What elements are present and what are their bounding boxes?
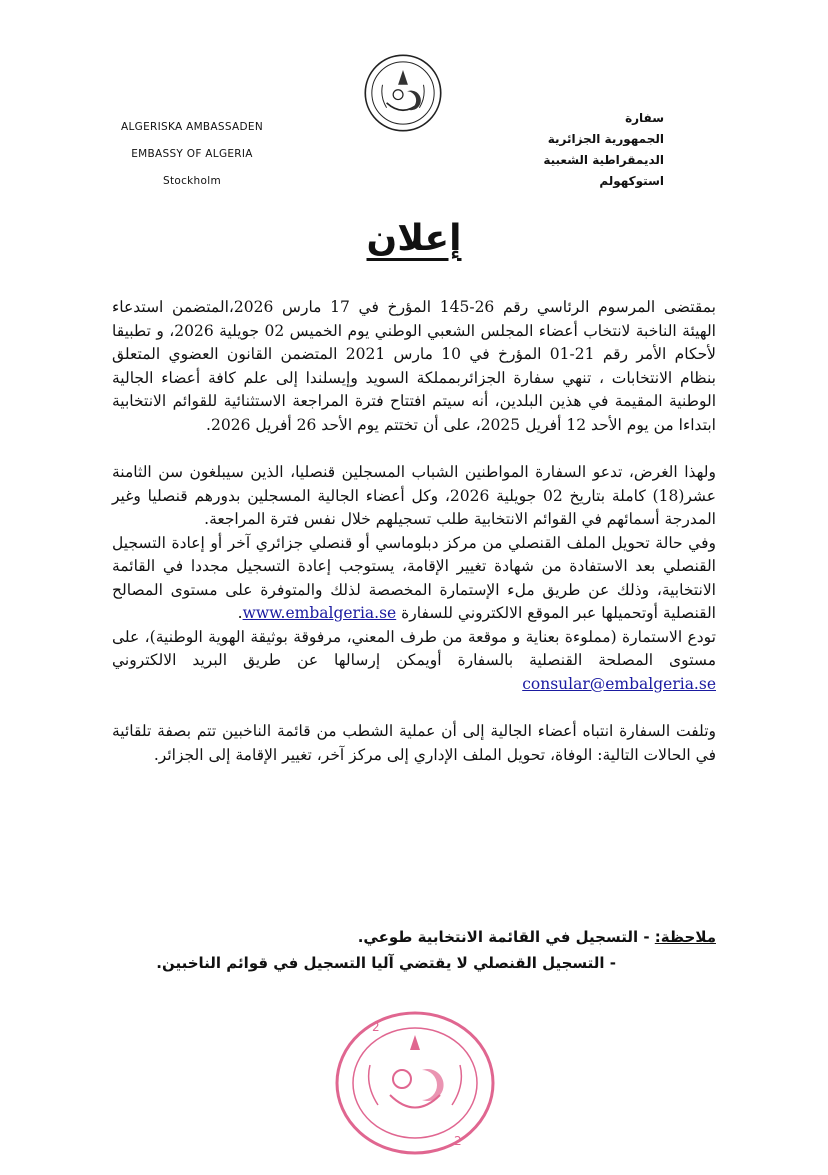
official-stamp-icon	[330, 1005, 500, 1160]
svg-text:2: 2	[454, 1134, 462, 1148]
website-link[interactable]: www.embalgeria.se	[242, 604, 397, 622]
announcement-body	[112, 296, 716, 767]
header-line-english: EMBASSY OF ALGERIA	[131, 148, 253, 160]
note-label: ملاحظة:	[654, 928, 716, 946]
embassy-header-latin	[112, 114, 272, 195]
header-line-embassy: سفارة	[625, 111, 664, 125]
paragraph-submission-text: تودع الاستمارة (مملوءة بعناية و موقعة من طرف المعني، مرفوقة بوثيقة الهوية الوطنية)، على مستوى المصلحة القنصلية بالسفارة أويمكن إرسالها عن طريق البريد الالكتروني	[112, 627, 716, 669]
header-line-republic: الجمهورية الجزائرية	[547, 132, 664, 146]
algeria-emblem-icon	[362, 52, 444, 134]
paragraph-submission	[112, 626, 716, 697]
note-line-1	[112, 924, 716, 950]
email-link[interactable]: consular@embalgeria.se	[522, 674, 716, 693]
paragraph-transfer: وفي حالة تحويل الملف القنصلي من مركز دبلوماسي أو قنصلي جزائري آخر أو إعادة التسجيل القنصلي بعد الاستفادة من شهادة تغيير الإقامة، يستوجب إعادة التسجيل مجددا في القائمة الانتخابية، وذلك عن طريق ملء الإستمارة المخصصة لذلك والمتوفرة على مستوى المصالح القنصلية أوتحميلها عبر الموقع الالكتروني للسفارة www.embalgeria.se.	[112, 533, 716, 622]
header-line-swedish: ALGERISKA AMBASSADEN	[121, 121, 263, 133]
embassy-header-arabic	[524, 108, 664, 192]
note-text-2: - التسجيل القنصلي لا يقتضي آليا التسجيل في قوائم الناخبين.	[156, 954, 616, 972]
note-section	[112, 924, 716, 976]
note-text-1: - التسجيل في القائمة الانتخابية طوعي.	[357, 928, 650, 946]
header-line-stockholm: استوكهولم	[599, 174, 664, 188]
page-title: إعلان	[366, 218, 462, 259]
header-line-city: Stockholm	[163, 175, 221, 187]
paragraph-invitation: ولهذا الغرض، تدعو السفارة المواطنين الشباب المسجلين قنصليا، الذين سيبلغون سن الثامنة عشر(18) كاملة بتاريخ 02 جويلية 2026، وكل أعضاء الجالية المسجلين بدورهم قنصليا وغير المدرجة أسمائهم في القوائم الانتخابية طلب تسجيلهم خلال نفس فترة المراجعة.	[112, 463, 716, 528]
paragraph-transfer-text: وفي حالة تحويل الملف القنصلي من مركز دبلوماسي أو قنصلي جزائري آخر أو إعادة التسجيل القنصلي بعد الاستفادة من شهادة تغيير الإقامة، يستوجب إعادة التسجيل مجددا في القائمة الانتخابية، وذلك عن طريق ملء الإستمارة المخصصة لذلك والمتوفرة على مستوى المصالح القنصلية أوتحميلها عبر الموقع الالكتروني للسفارة	[112, 533, 716, 622]
header-line-democratic: الديمقراطية الشعبية	[543, 153, 664, 167]
paragraph-removal: وتلفت السفارة انتباه أعضاء الجالية إلى أن عملية الشطب من قائمة الناخبين تتم بصفة تلقائية في الحالات التالية: الوفاة، تحويل الملف الإداري إلى مركز آخر، تغيير الإقامة إلى الجزائر.	[112, 722, 716, 764]
paragraph-decree: بمقتضى المرسوم الرئاسي رقم 26-145 المؤرخ في 17 مارس 2026،المتضمن استدعاء الهيئة الناخبة لانتخاب أعضاء المجلس الشعبي الوطني يوم الخميس 02 جويلية 2026، و تطبيقا لأحكام الأمر رقم 21-01 المؤرخ في 10 مارس 2021 المتضمن القانون العضوي المتعلق بنظام الانتخابات ، تنهي سفارة الجزائربمملكة السويد وإيسلندا إلى علم كافة أعضاء الجالية الوطنية المقيمة في هذين البلدين، أنه سيتم افتتاح فترة المراجعة الاستثنائية للقوائم الانتخابية ابتداءا من يوم الأحد 12 أفريل 2025، على أن تختتم يوم الأحد 26 أفريل 2026.	[112, 298, 716, 434]
svg-text:2: 2	[372, 1020, 380, 1034]
